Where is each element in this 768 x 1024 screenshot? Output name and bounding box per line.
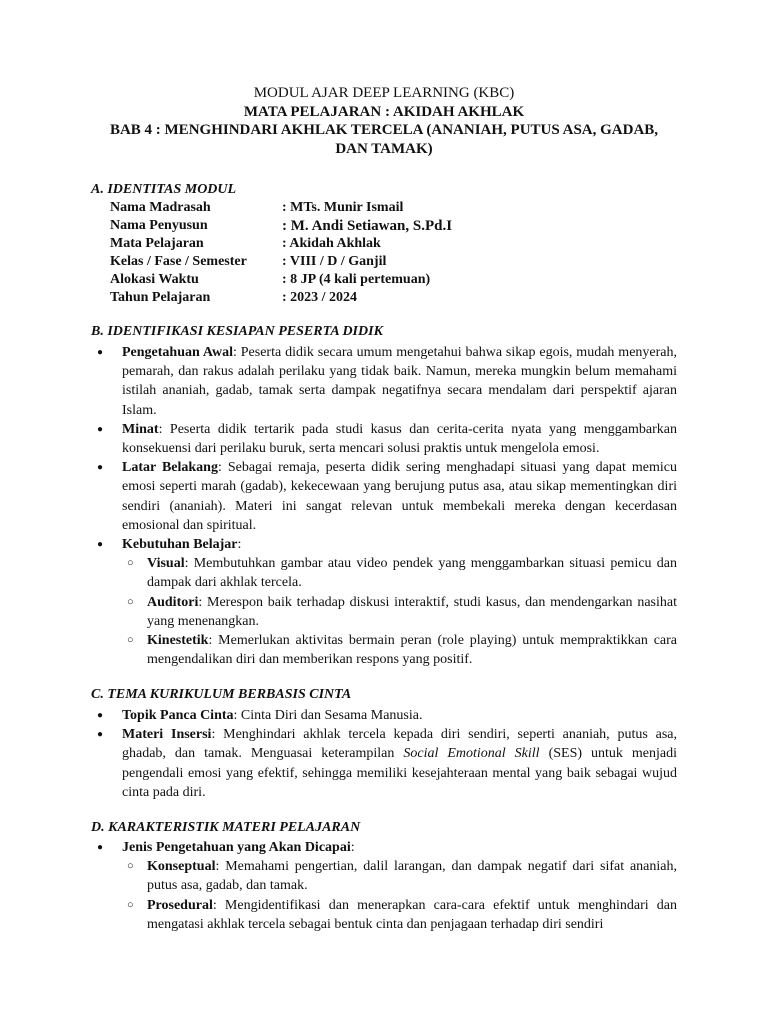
item-text: : (350, 840, 355, 855)
identity-label: Mata Pelajaran (110, 236, 204, 252)
identity-row (110, 217, 452, 235)
readiness-list (91, 343, 677, 669)
identity-value: : M. Andi Setiawan, S.Pd.I (282, 218, 453, 235)
sub-list-item (122, 857, 677, 895)
list-item (91, 838, 677, 934)
item-text: : Sebagai remaja, peserta didik sering menghadapi situasi yang dapat memicu emosi seperti marah (gadab), kekecewaan yang berujung putus asa, atau sikap mementingkan diri sendiri (ananiah). Materi ini sangat relevan untuk membekali mereka dengan kecerdasan emosional dan spiritual. (122, 460, 677, 533)
module-title: MODUL AJAR DEEP LEARNING (KBC) (253, 85, 515, 101)
item-term: Konseptual (147, 859, 216, 875)
identity-value: : 8 JP (4 kali pertemuan) (282, 272, 431, 288)
curriculum-list (91, 706, 677, 802)
identity-row (110, 253, 452, 271)
item-term: Auditori (147, 594, 199, 610)
identity-label: Nama Penyusun (110, 218, 208, 234)
sub-list-item (122, 554, 677, 592)
section-c-heading: C. TEMA KURIKULUM BERBASIS CINTA (91, 687, 352, 702)
list-item (91, 343, 677, 420)
section-b-heading: B. IDENTIFIKASI KESIAPAN PESERTA DIDIK (91, 324, 383, 339)
item-text: : Peserta didik secara umum mengetahui bahwa sikap egois, mudah menyerah, pemarah, dan rakus adalah perilaku yang tidak baik. Namun, mereka mungkin belum memahami istilah ananiah, gadab, tamak serta dampak negatifnya secara mendalam dari perspektif ajaran Islam. (122, 345, 677, 418)
document-header (60, 84, 708, 158)
identity-value: : MTs. Munir Ismail (282, 200, 404, 215)
item-text: : Mengidentifikasi dan menerapkan cara-cara efektif untuk menghindari dan mengatasi akhlak tercela sebagai bentuk cinta dan penjagaan terhadap diri sendiri (147, 897, 677, 932)
item-term: Kinestetik (147, 633, 209, 649)
sub-list-item (122, 593, 677, 631)
item-italic-term: Social Emotional Skill (403, 746, 540, 762)
item-text: : Cinta Diri dan Sesama Manusia. (233, 708, 423, 723)
item-term: Kebutuhan Belajar (122, 537, 238, 553)
sub-list-item (122, 631, 677, 669)
section-a-heading: A. IDENTITAS MODUL (91, 182, 237, 197)
identity-label: Tahun Pelajaran (110, 290, 211, 306)
item-text: : Memerlukan aktivitas bermain peran (role playing) untuk mempraktikkan cara mengendalikan diri dan memberikan respons yang positif. (147, 633, 677, 668)
identity-row (110, 235, 452, 253)
list-item (91, 725, 677, 802)
identity-row (110, 199, 452, 217)
item-text: : Menghindari akhlak tercela kepada diri sendiri, seperti ananiah, putus asa, ghadab, dan tamak. Menguasai keterampilan (122, 727, 677, 762)
sub-list-item (122, 896, 677, 934)
item-text: : Merespon baik terhadap diskusi interaktif, studi kasus, dan mendengarkan nasihat yang menenangkan. (147, 594, 677, 629)
identity-table (110, 199, 452, 308)
identity-label: Kelas / Fase / Semester (110, 254, 247, 270)
identity-row (110, 289, 452, 307)
item-text: : (237, 537, 242, 553)
identity-value: : VIII / D / Ganjil (282, 254, 387, 270)
item-term: Materi Insersi (122, 727, 212, 743)
item-term: Pengetahuan Awal (122, 345, 233, 360)
item-term: Topik Panca Cinta (122, 708, 234, 723)
item-term: Jenis Pengetahuan yang Akan Dicapai (122, 840, 351, 855)
chapter-title-line2: DAN TAMAK) (335, 140, 433, 157)
item-text: (SES) untuk menjadi pengendali emosi yang efektif, sehingga memiliki kesejahteraan mental yang baik sebagai wujud cinta pada diri. (122, 746, 678, 800)
item-term: Visual (147, 556, 185, 572)
identity-row (110, 271, 452, 289)
list-item (91, 706, 677, 725)
item-text: : Membutuhkan gambar atau video pendek yang menggambarkan situasi pemicu dan dampak dari akhlak tercela. (147, 556, 677, 591)
identity-value: : 2023 / 2024 (282, 290, 358, 306)
section-d-heading: D. KARAKTERISTIK MATERI PELAJARAN (91, 820, 361, 835)
sub-list (122, 554, 677, 669)
list-item (91, 535, 677, 669)
identity-value: : Akidah Akhlak (282, 236, 381, 252)
item-term: Latar Belakang (122, 460, 218, 476)
item-term: Prosedural (147, 897, 213, 913)
item-text: : Memahami pengertian, dalil larangan, dan dampak negatif dari sifat ananiah, putus asa, gadab, dan tamak. (147, 859, 677, 894)
item-term: Minat (122, 421, 159, 437)
chapter-title-line1: BAB 4 : MENGHINDARI AKHLAK TERCELA (ANANIAH, PUTUS ASA, GADAB, (109, 122, 659, 138)
sub-list (122, 857, 677, 934)
material-list (91, 838, 677, 934)
list-item (91, 420, 677, 458)
subject-title: MATA PELAJARAN : AKIDAH AKHLAK (243, 103, 525, 120)
list-item (91, 458, 677, 535)
item-text: : Peserta didik tertarik pada studi kasus dan cerita-cerita nyata yang menggambarkan konsekuensi dari perilaku buruk, serta mencari solusi praktis untuk mengelola emosi. (122, 421, 677, 457)
identity-label: Alokasi Waktu (110, 272, 199, 288)
identity-label: Nama Madrasah (110, 200, 211, 215)
